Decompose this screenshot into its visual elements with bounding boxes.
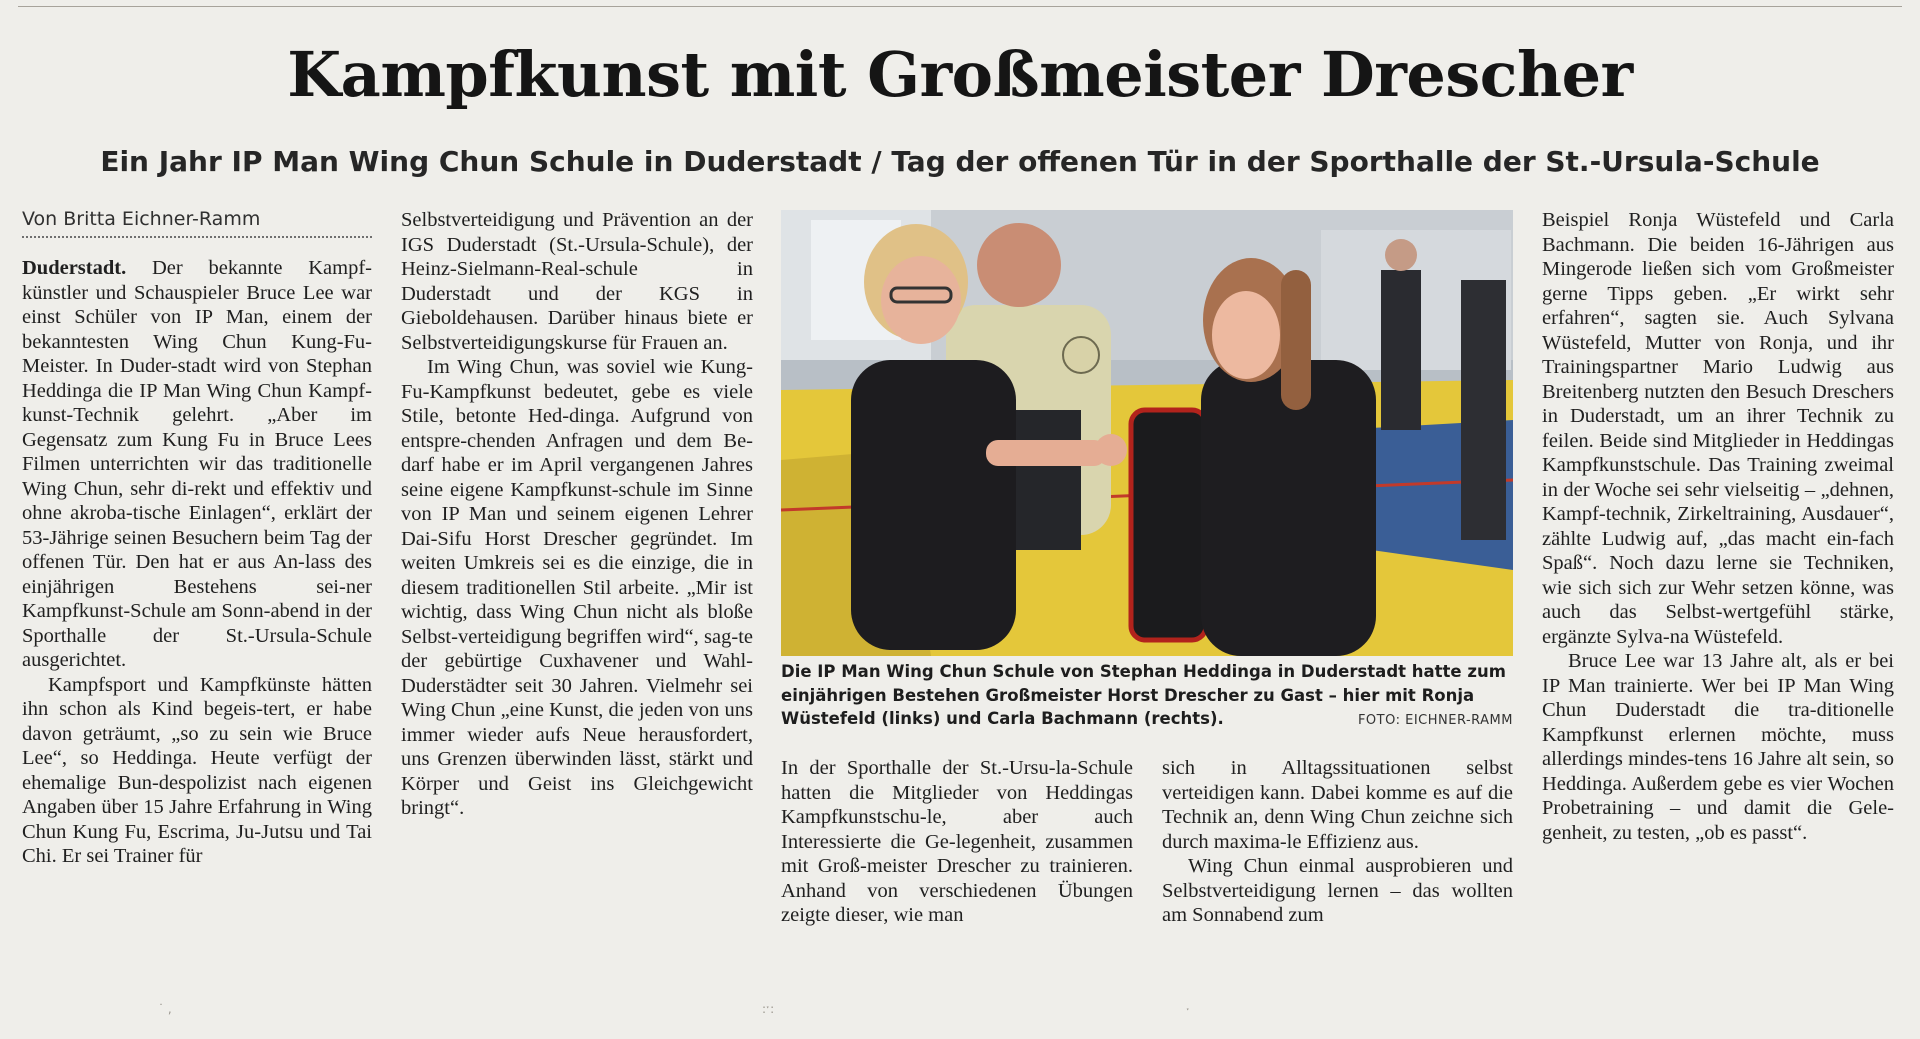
column-4-paragraph-1: sich in Alltagssituationen selbst verteidigen kann. Dabei komme es auf die Technik an, denn Wing Chun zeichne sich durch maxima-le Effizienz aus.: [1162, 757, 1513, 853]
photo-caption: [781, 660, 1513, 733]
dateline: Duderstadt.: [22, 257, 127, 279]
subheadline: Ein Jahr IP Man Wing Chun Schule in Duderstadt / Tag der offenen Tür in der Sporthalle der St.-Ursula-Schule: [100, 145, 1820, 178]
photo-credit: FOTO: EICHNER-RAMM: [1357, 713, 1513, 728]
column-5-paragraph-1: Beispiel Ronja Wüstefeld und Carla Bachmann. Die beiden 16-Jährigen aus Mingerode ließen sich vom Großmeister gerne Tipps geben. „Er wirkt sehr erfahren“, sagten sie. Auch Sylvana Wüstefeld, Mutter von Ronja, und ihr Trainingspartner Mario Ludwig aus Breitenberg nutzten den Besuch Dreschers in Duderstadt, um an ihrer Technik zu feilen. Beide sind Mitglieder in Heddingas Kampfkunstschule. Das Training zweimal in der Woche sei sehr vielseitig – „dehnen, Kampf-technik, Zirkeltraining, Ausdauer“, zählte Ludwig auf, „das macht ein-fach Spaß“. Noch dazu lerne sie Techniken, wie sich sich zur Wehr setzen könne, was auch das Selbst-wertgefühl stärke, ergänzte Sylva-na Wüstefeld.: [1542, 209, 1894, 648]
column-3-paragraph-1: In der Sporthalle der St.-Ursu-la-Schule hatten die Mitglieder von Heddingas Kampfkunstschu-le, aber auch Interessierte die Ge-legenheit, zusammen mit Groß-meister Drescher zu trainieren. Anhand von verschiedenen Übungen zeigte dieser, wie man: [781, 757, 1133, 926]
article-column-2: [401, 208, 753, 821]
paper-speck: ˙ ,: [158, 1002, 172, 1016]
photo-caption-text: Die IP Man Wing Chun Schule von Stephan Heddinga in Duderstadt hatte zum einjährigen Bestehen Großmeister Horst Drescher zu Gast – hier mit Ronja Wüstefeld (links) und Carla Bachmann (rechts).: [781, 662, 1506, 728]
column-2-paragraph-1: Selbstverteidigung und Prävention an der IGS Duderstadt (St.-Ursula-Schule), der Heinz-Sielmann-Real-schule in Duderstadt und der KGS in Gieboldehausen. Darüber hinaus biete er Selbstverteidigungskurse für Frauen an.: [401, 209, 753, 354]
article-column-3: [781, 756, 1133, 928]
article-column-4: [1162, 756, 1513, 928]
column-4-paragraph-2: Wing Chun einmal ausprobieren und Selbstverteidigung lernen – das wollten am Sonnabend zum: [1162, 855, 1513, 926]
byline: Von Britta Eichner-Ramm: [22, 208, 372, 238]
top-rule: [18, 6, 1902, 7]
headline: Kampfkunst mit Großmeister Drescher: [287, 38, 1633, 111]
column-2-paragraph-2: Im Wing Chun, was soviel wie Kung-Fu-Kampfkunst bedeutet, gebe es viele Stile, betonte Hed-dinga. Aufgrund von entspre-chenden Anfragen und dem Be-darf habe er im April vergangenen Jahres seine eigene Kampfkunst-schule im Sinne von IP Man und seinem eigenen Lehrer Dai-Sifu Horst Drescher gegründet. Im weiten Umkreis sei es die einzige, die in diesem traditionellen Stil arbeite. „Mir ist wichtig, dass Wing Chun nicht als bloße Selbst-verteidigung begriffen wird“, sag-te der gebürtige Cuxhavener und Wahl-Duderstädter seit 30 Jahren. Vielmehr sei Wing Chun „eine Kunst, die jeden von uns immer wieder aufs Neue herausfordert, uns Grenzen überwinden lässt, stärkt und Körper und Geist ins Gleichgewicht bringt“.: [401, 356, 753, 819]
article-column-5: [1542, 208, 1894, 845]
training-scene-image: [781, 210, 1513, 656]
column-5-paragraph-2: Bruce Lee war 13 Jahre alt, als er bei IP Man trainierte. Wer bei IP Man Wing Chun Duderstadt die tra-ditionelle Kampfkunst erlernen möchte, muss allerdings mindes-tens 16 Jahre alt sein, so Heddinga. Außerdem gebe es vier Wochen Probetraining – und damit die Gele-genheit, zu testen, „ob es passt“.: [1542, 650, 1894, 844]
paper-speck: ˑ: [1186, 1004, 1191, 1018]
column-1-paragraph-2: Kampfsport und Kampfkünste hätten ihn schon als Kind begeis-tert, er habe davon geträumt, „so zu sein wie Bruce Lee“, so Heddinga. Heute verfügt der ehemalige Bun-despolizist nach eigenen Angaben über 15 Jahre Erfahrung in Wing Chun Kung Fu, Escrima, Ju-Jutsu und Tai Chi. Er sei Trainer für: [22, 673, 372, 867]
article-column-1: [22, 256, 372, 869]
paper-speck: :ˑ:: [762, 1002, 775, 1016]
column-1-paragraph-1-text: Der bekannte Kampf-künstler und Schauspieler Bruce Lee war einst Schüler von IP Man, einem der bekanntesten Wing Chun Kung-Fu-Meister. In Duder-stadt wird von Stephan Heddinga die IP Man Wing Chun Kampf-kunst-Technik gelehrt. „Aber im Gegensatz zum Kung Fu in Bruce Lees Filmen unterrichten wir das traditionelle Wing Chun, sehr di-rekt und effektiv und ohne akroba-tische Einlagen“, erklärt der 53-Jährige seinen Besuchern beim Tag der offenen Tür. Den hat er aus An-lass des einjährigen Bestehens sei-ner Kampfkunst-Schule am Sonn-abend in der Sporthalle der St.-Ursula-Schule ausgerichtet.: [22, 257, 372, 671]
column-1-paragraph-1: [22, 256, 372, 673]
article-photo: [781, 210, 1513, 656]
